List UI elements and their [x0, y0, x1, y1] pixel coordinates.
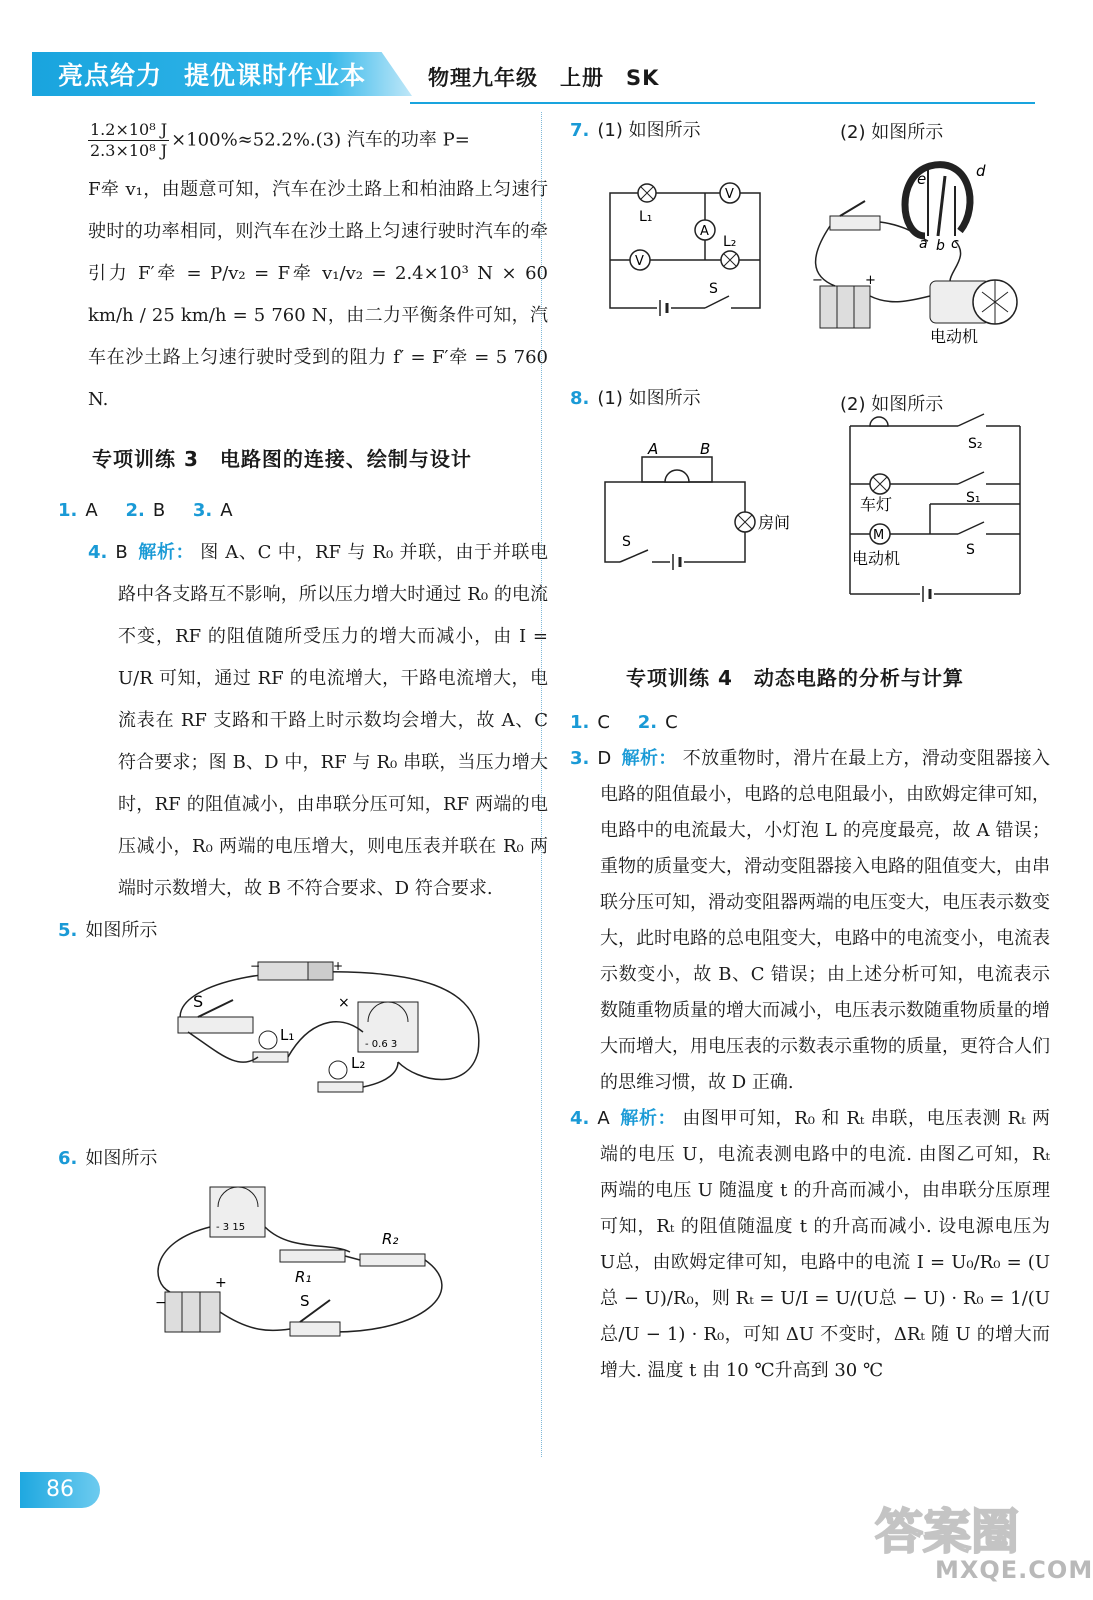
svg-text:B: B — [700, 440, 711, 458]
svg-text:A: A — [700, 224, 709, 239]
motor-label: 电动机 — [852, 549, 901, 568]
label-l2: L₂ — [351, 1054, 366, 1072]
section-title-4: 专项训练 4 动态电路的分析与计算 — [626, 666, 964, 690]
svg-text:+: + — [215, 1275, 227, 1291]
figure-row-8 — [570, 414, 1050, 654]
svg-text:A: A — [648, 440, 659, 458]
svg-text:S₁: S₁ — [966, 490, 981, 506]
lamp-l2 — [721, 251, 739, 269]
label-s: S — [193, 992, 204, 1011]
resistor-r2-icon — [360, 1254, 425, 1266]
figure-6-wiring — [150, 1182, 510, 1357]
left-column — [58, 120, 548, 1357]
svg-text:V: V — [725, 187, 734, 202]
page-header — [0, 0, 1075, 112]
answer-continuation — [88, 120, 548, 161]
answer-7b: (2) 如图所示 — [840, 122, 944, 143]
fraction-bottom: 2.3×10⁸ J — [90, 141, 168, 160]
bulb-icon — [259, 1031, 277, 1049]
analysis-tag: 解析： — [137, 542, 195, 563]
brand-name: 亮点给力 — [58, 61, 163, 90]
answer-item: 2. C — [637, 712, 678, 733]
book-name: 提优课时作业本 — [184, 61, 367, 90]
continuation-line-1: ×100%≈52.2%.(3) 汽车的功率 P= — [171, 129, 470, 151]
answer-continuation-body: F牵 v₁，由题意可知，汽车在沙土路上和柏油路上匀速行驶时的功率相同，则汽车在沙土路上匀速行驶时汽车的牵引力 F′牵 = P/v₂ = F牵 v₁/v₂ = 2.4×10³ N × 60 km/h / 25 km/h = 5 760 N，由二力平衡条件可知，汽车在沙土路上匀速行驶时受到的阻力 f′ = F′牵 = 5 760 N. — [88, 179, 548, 410]
answer-4 — [88, 532, 548, 910]
label-r1: R₁ — [295, 1268, 312, 1286]
answer-4-right — [570, 1101, 1051, 1389]
bell-symbol — [870, 417, 888, 426]
fraction — [88, 120, 169, 161]
analysis-tag: 解析： — [621, 748, 677, 769]
right-column — [570, 116, 1050, 1389]
analysis-tag: 解析： — [619, 1108, 677, 1129]
answer-item: 2. B — [125, 500, 166, 521]
answer-number: 3. — [570, 748, 590, 769]
switch-icon — [830, 216, 880, 230]
page-number: 86 — [46, 1477, 74, 1502]
svg-text:M: M — [873, 528, 885, 543]
label-l1: L₁ — [639, 209, 653, 225]
lamp-l1 — [638, 184, 656, 202]
answer-6: 6. 如图所示 — [58, 1148, 158, 1169]
watermark-title: 答案圈 — [875, 1504, 1020, 1560]
label-s: S — [622, 534, 631, 550]
svg-text:b: b — [936, 238, 945, 254]
analysis-text: 不放重物时，滑片在最上方，滑动变阻器接入电路的阻值最小，电路的总电阻最小，由欧姆定律可知，电路中的电流最大，小灯泡 L 的亮度最亮，故 A 错误；重物的质量变大，滑动变阻器接入电路的阻值变大，由串联分压可知，滑动变阻器两端的电压变大，电压表示数变大，此时电路的总电阻变大，电路中的电流变小，电流表示数变小，故 B、C 错误；由上述分析可知，电流表示数随重物质量的增大而减小，电压表示数随重物质量的增大而增大，用电压表的示数表示重物的质量，更符合人们的思维习惯，故 D 正确. — [600, 748, 1051, 1093]
answers-1-2 — [570, 705, 1050, 741]
svg-text:+: + — [865, 273, 876, 288]
header-rule — [410, 102, 1035, 104]
svg-text:a: a — [919, 236, 928, 252]
motor-label: 电动机 — [930, 327, 979, 346]
room-label: 房间 — [758, 513, 791, 532]
label-r2: R₂ — [382, 1230, 399, 1248]
motor-icon — [930, 280, 1017, 324]
watermark-url: MXQE.COM — [935, 1556, 1093, 1584]
answer-8b: (2) 如图所示 — [840, 394, 944, 415]
svg-text:d: d — [976, 162, 986, 180]
fraction-top: 1.2×10⁸ J — [90, 120, 168, 139]
svg-text:+: + — [333, 959, 344, 973]
section-title-3: 专项训练 3 电路图的连接、绘制与设计 — [92, 447, 472, 471]
svg-text:−: − — [812, 273, 823, 288]
answers-1-3 — [58, 490, 548, 532]
carlight-label: 车灯 — [860, 495, 893, 514]
switch-icon — [178, 1017, 253, 1033]
answer-7: 7. (1) 如图所示 (2) 如图所示 — [570, 120, 944, 143]
figure-7-1-circuit — [605, 188, 765, 318]
header-subject: 物理九年级 上册 SK — [428, 66, 660, 90]
figure-5-wiring — [158, 959, 488, 1112]
answer-number: 4. — [88, 542, 108, 563]
svg-text:c: c — [951, 236, 959, 252]
figure-row-7 — [570, 146, 1050, 346]
svg-text:×: × — [338, 995, 350, 1011]
lamp-room — [735, 512, 755, 532]
label-s: S — [300, 1292, 310, 1310]
label-s: S — [709, 281, 718, 297]
answer-item: 3. A — [192, 500, 233, 521]
figure-8-1-circuit — [600, 442, 800, 572]
answer-choice: A — [597, 1108, 610, 1129]
battery-icon — [820, 286, 870, 328]
answer-choice: B — [115, 542, 128, 563]
svg-text:- 0.6 3: - 0.6 3 — [365, 1039, 398, 1050]
answer-3 — [570, 741, 1051, 1101]
battery-icon — [165, 1292, 220, 1332]
label-l2: L₂ — [723, 234, 737, 250]
figure-8-2-circuit — [840, 414, 1040, 614]
answer-choice: D — [597, 748, 612, 769]
answer-8: 8. (1) 如图所示 (2) 如图所示 — [570, 388, 944, 415]
answer-5: 5. 如图所示 — [58, 920, 158, 941]
lamp-carlight — [870, 474, 890, 494]
svg-text:S: S — [966, 542, 975, 558]
answer-number: 4. — [570, 1108, 590, 1129]
analysis-text: 由图甲可知，R₀ 和 Rₜ 串联，电压表测 Rₜ 两端的电压 U，电流表测电路中的电流. 由图乙可知，Rₜ 两端的电压 U 随温度 t 的升高而减小，由串联分压原理可知，Rₜ 的阻值随温度 t 的升高而减小. 设电源电压为 U总，由欧姆定律可知，电路中的电流 I = U₀/R₀ = (U总 − U)/R₀，则 Rₜ = U/I = U/(U总 − U) · R₀ = 1/(U总/U − 1) · R₀，可知 ΔU 不变时，ΔRₜ 随 U 的增大而增大. 温度 t 由 10 ℃升高到 30 ℃ — [600, 1108, 1051, 1381]
svg-text:V: V — [635, 254, 644, 269]
analysis-text: 图 A、C 中，RF 与 R₀ 并联，由于并联电路中各支路互不影响，所以压力增大时通过 R₀ 的电流不变，RF 的阻值随所受压力的增大而减小，由 I = U/R 可知，通过 RF 的电流增大，干路电流增大，电流表在 RF 支路和干路上时示数均会增大，故 A、C 符合要求；图 B、D 中，RF 与 R₀ 串联，当压力增大时，RF 的阻值减小，由串联分压可知，RF 两端的电压减小，R₀ 两端的电压增大，则电压表并联在 R₀ 两端时示数增大，故 B 不符合要求、D 符合要求. — [118, 542, 548, 899]
switch-icon — [290, 1322, 340, 1336]
answer-item: 1. A — [58, 500, 98, 521]
svg-text:−: − — [155, 1295, 167, 1311]
label-l1: L₁ — [280, 1026, 295, 1044]
answer-item: 1. C — [570, 712, 610, 733]
header-brand — [58, 56, 366, 92]
bell-symbol — [665, 470, 689, 482]
resistor-r1-icon — [280, 1250, 345, 1262]
svg-text:- 3 15: - 3 15 — [216, 1222, 246, 1233]
bulb-icon — [329, 1061, 347, 1079]
svg-text:−: − — [250, 959, 261, 973]
svg-text:S₂: S₂ — [968, 436, 983, 452]
figure-7-2-sketch — [810, 146, 1040, 346]
svg-text:e: e — [917, 170, 927, 188]
